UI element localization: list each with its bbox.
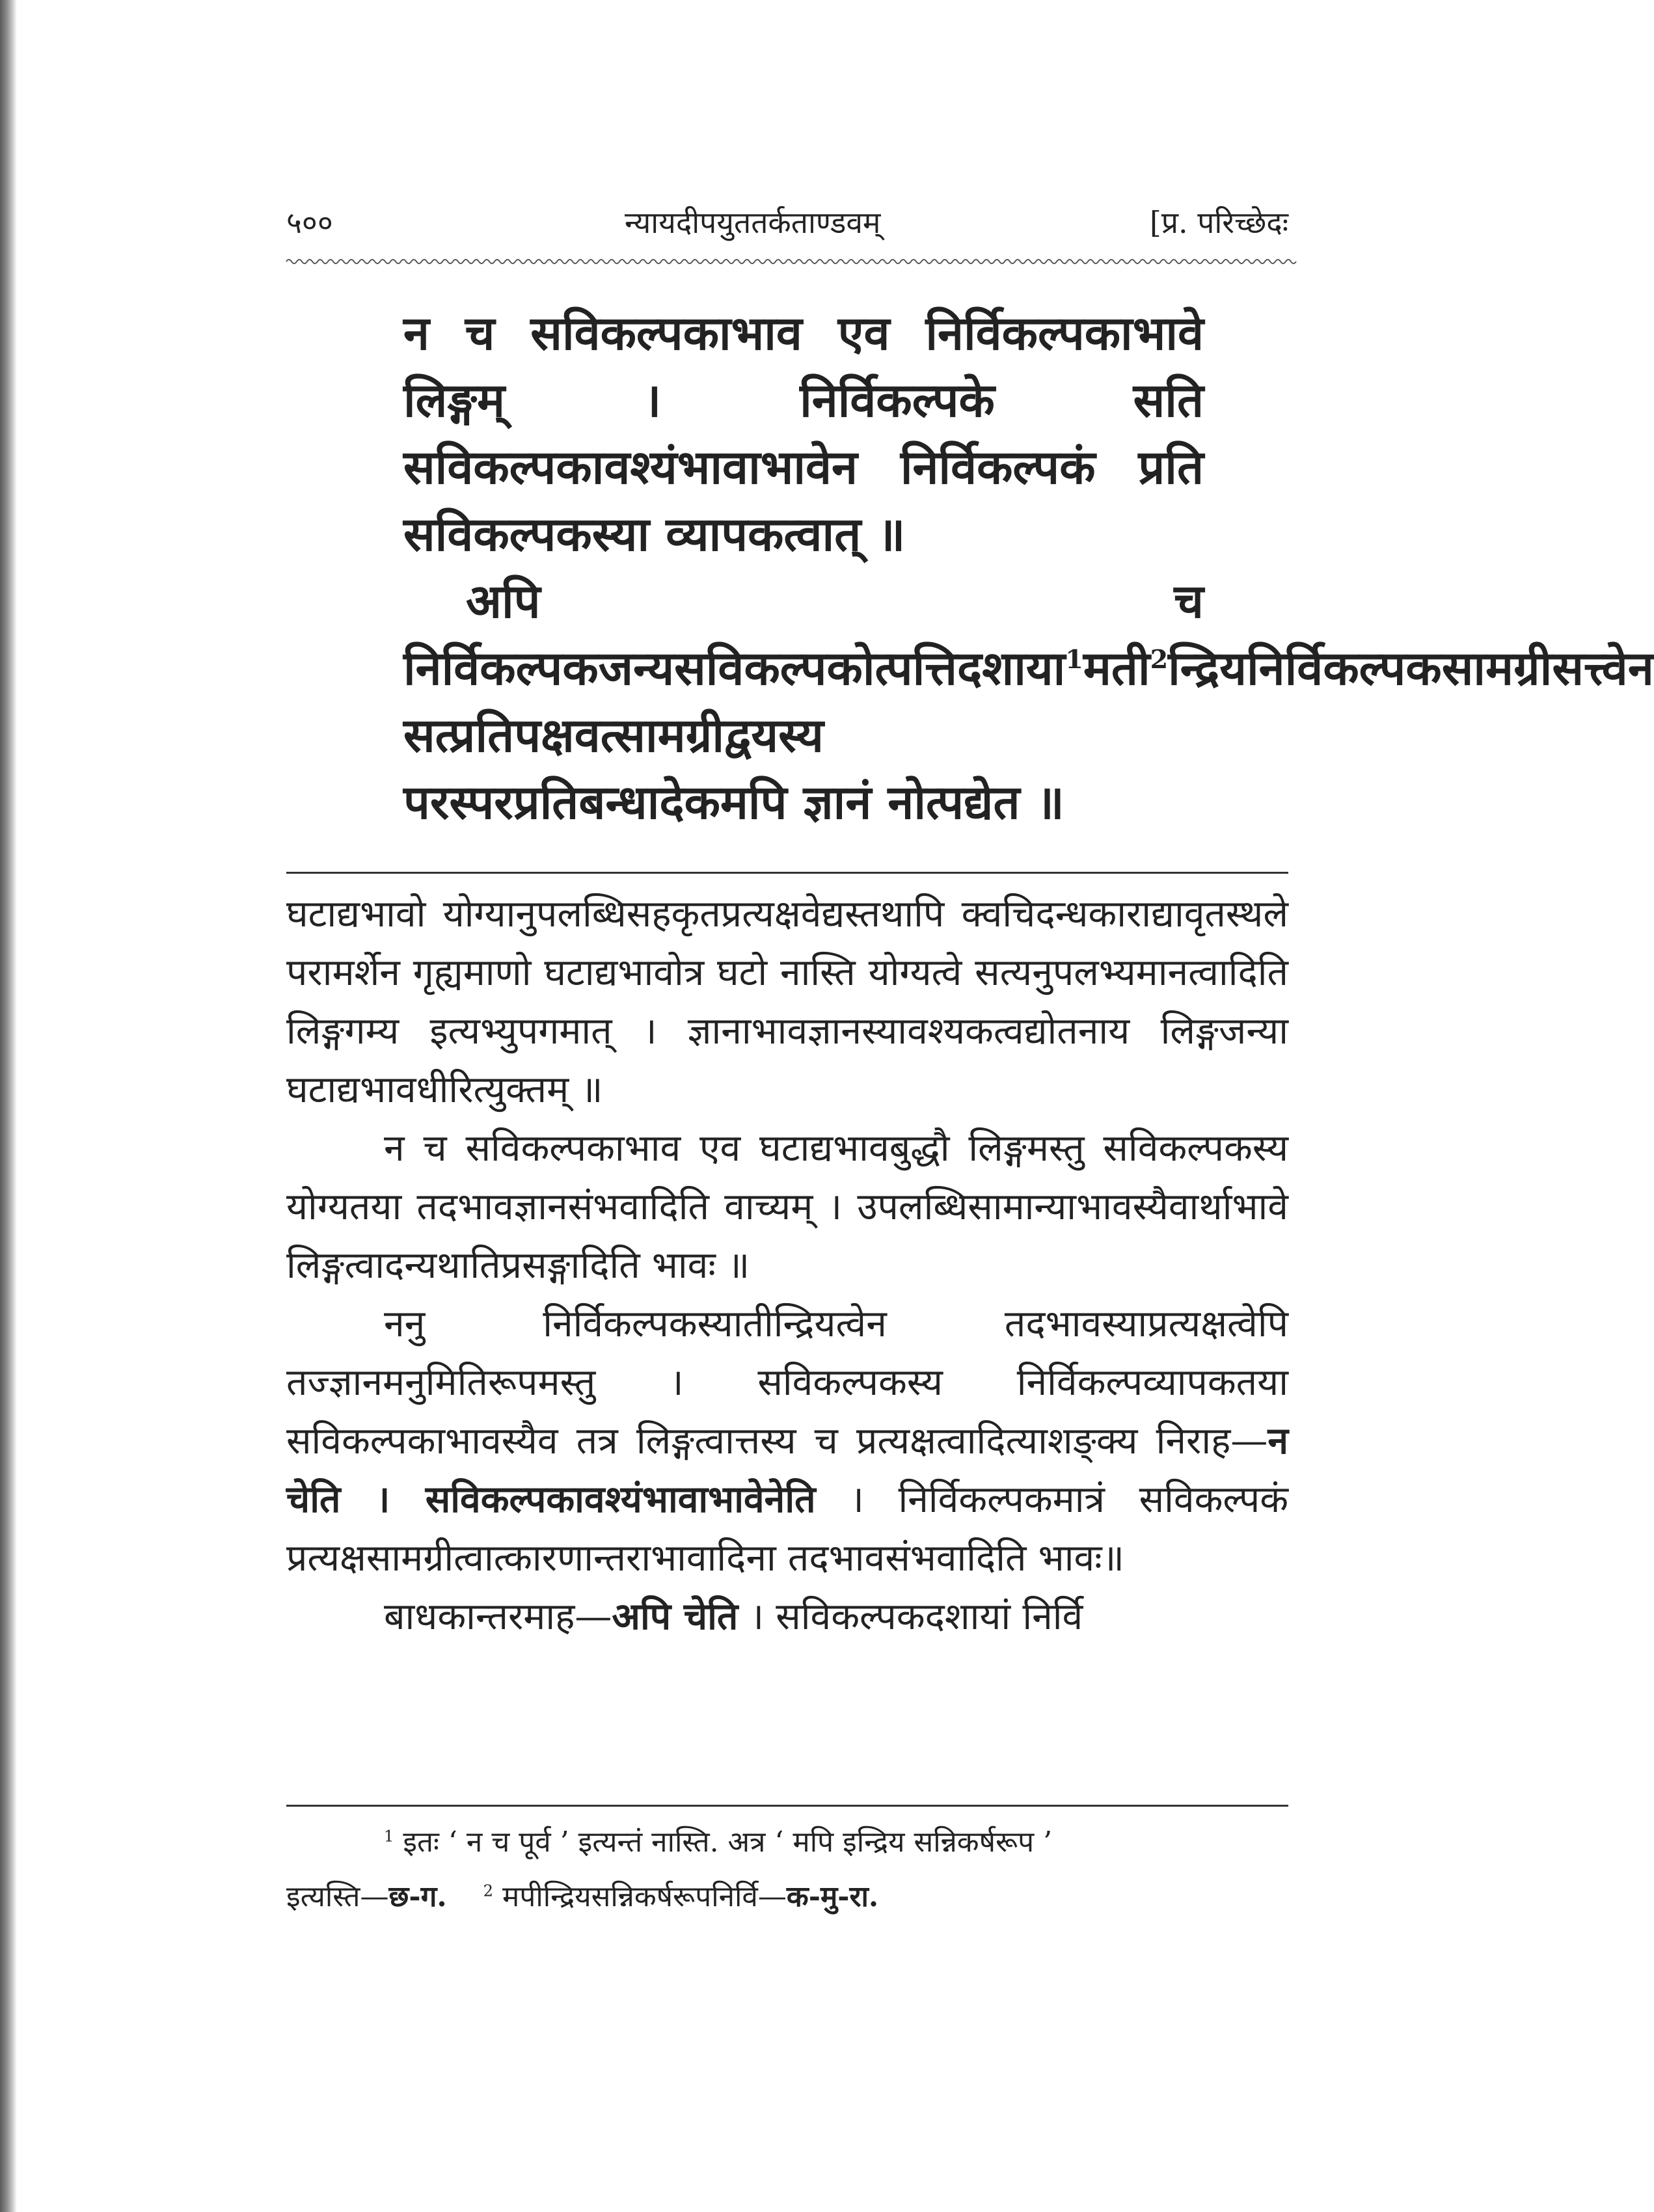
running-header xyxy=(286,195,1288,247)
commentary-p3-part-a: ननु निर्विकल्पकस्यातीन्द्रियत्वेन तदभावस्याप्रत्यक्षत्वेपि तज्ज्ञानमनुमितिरूपमस्तु । सविकल्पकस्य निर्विकल्पव्यापकतया सविकल्पकाभावस्यैव तत्र लिङ्गत्वात्तस्य च प्रत्यक्षत्वादित्याशङ्क्य निराह— xyxy=(286,1302,1288,1463)
footnote-2-manuscripts: क-मु-रा. xyxy=(786,1880,879,1913)
commentary-p4-part-b: । सविकल्पकदशायां निर्वि xyxy=(738,1595,1083,1638)
footnote-marker-1: 1 xyxy=(1065,645,1083,675)
page-number: ५०० xyxy=(286,205,333,240)
commentary-text xyxy=(286,885,1288,1646)
commentary-p3-part-b: । निर्विकल्पकमात्रं सविकल्पकं प्रत्यक्षसामग्रीत्वात्कारणान्तराभावादिना तदभावसंभवादिति भावः॥ xyxy=(286,1478,1288,1580)
footnote-1-manuscripts: छ-ग. xyxy=(388,1880,447,1913)
commentary-p4-part-a: बाधकान्तरमाह— xyxy=(384,1595,612,1638)
page-edge-shadow xyxy=(0,0,17,2212)
book-title: न्यायदीपयुततर्कताण्डवम् xyxy=(625,205,881,240)
footnote-1-text: इतः ‘ न च पूर्व ’ इत्यन्तं नास्ति. अत्र ‘ मपि इन्द्रिय सन्निकर्षरूप ’ xyxy=(394,1826,1053,1859)
footnote-1-continuation: इत्यस्ति— xyxy=(286,1880,389,1913)
commentary-p4-pratika: अपि चेति xyxy=(612,1595,739,1638)
commentary-p3-pratika: न चेति । सविकल्पकावश्यंभावाभावेनेति xyxy=(286,1419,1288,1521)
commentary-paragraph-4 xyxy=(286,1587,1288,1646)
commentary-paragraph-1: घटाद्यभावो योग्यानुपलब्धिसहकृतप्रत्यक्षवेद्यस्तथापि क्वचिदन्धकाराद्यावृतस्थले परामर्शेन गृह्यमाणो घटाद्यभावोत्र घटो नास्ति योग्यत्वे सत्यनुपलभ्यमानत्वादिति लिङ्गगम्य इत्यभ्युपगमात् । ज्ञानाभावज्ञानस्यावश्यकत्वद्योतनाय लिङ्गजन्या घटाद्यभावधीरित्युक्तम् ॥ xyxy=(286,893,1288,1111)
footnote-marker-2: 2 xyxy=(1150,645,1169,675)
section-label: [प्र. परिच्छेदः xyxy=(1149,205,1288,240)
commentary-paragraph-3 xyxy=(286,1295,1288,1587)
commentary-paragraph-2: न च सविकल्पकाभाव एव घटाद्यभावबुद्धौ लिङ्गमस्तु सविकल्पकस्य योग्यतया तदभावज्ञानसंभवादिति वाच्यम् । उपलब्धिसामान्याभावस्यैवार्थाभावे लिङ्गत्वादन्यथातिप्रसङ्गादिति भावः ॥ xyxy=(286,1127,1288,1287)
footnotes xyxy=(286,1815,1288,1924)
footnote-2-text: मपीन्द्रियसन्निकर्षरूपनिर्वि— xyxy=(493,1880,787,1913)
header-wavy-rule xyxy=(286,255,1288,268)
footnote-continuation xyxy=(286,1870,1288,1924)
verse-p2-part-c: न्द्रियनिर्विकल्पकसामग्रीसत्त्वेन सत्प्रतिपक्षवत्सामग्रीद्वयस्य परस्परप्रतिबन्धादेकमपि ज्ञानं नोत्पद्येत ॥ xyxy=(403,640,1654,830)
verse-p2-part-a: अपि च निर्विकल्पकजन्यसविकल्पकोत्पत्तिदशाया xyxy=(403,573,1204,695)
verse-commentary-divider xyxy=(286,872,1288,874)
footnote-2-number: 2 xyxy=(483,1882,494,1900)
verse-p2-part-b: मती xyxy=(1083,640,1150,695)
verse-paragraph-2 xyxy=(403,567,1654,835)
footnote-1 xyxy=(286,1815,1288,1870)
footnote-1-number: 1 xyxy=(384,1827,394,1846)
verse-paragraph-1: न च सविकल्पकाभाव एव निर्विकल्पकाभावे लिङ्गम् । निर्विकल्पके सति सविकल्पकावश्यंभावाभावेन निर्विकल्पकं प्रति सविकल्पकस्या व्यापकत्वात् ॥ xyxy=(403,305,1204,561)
footnote-divider xyxy=(286,1805,1288,1807)
verse-text xyxy=(403,299,1654,835)
